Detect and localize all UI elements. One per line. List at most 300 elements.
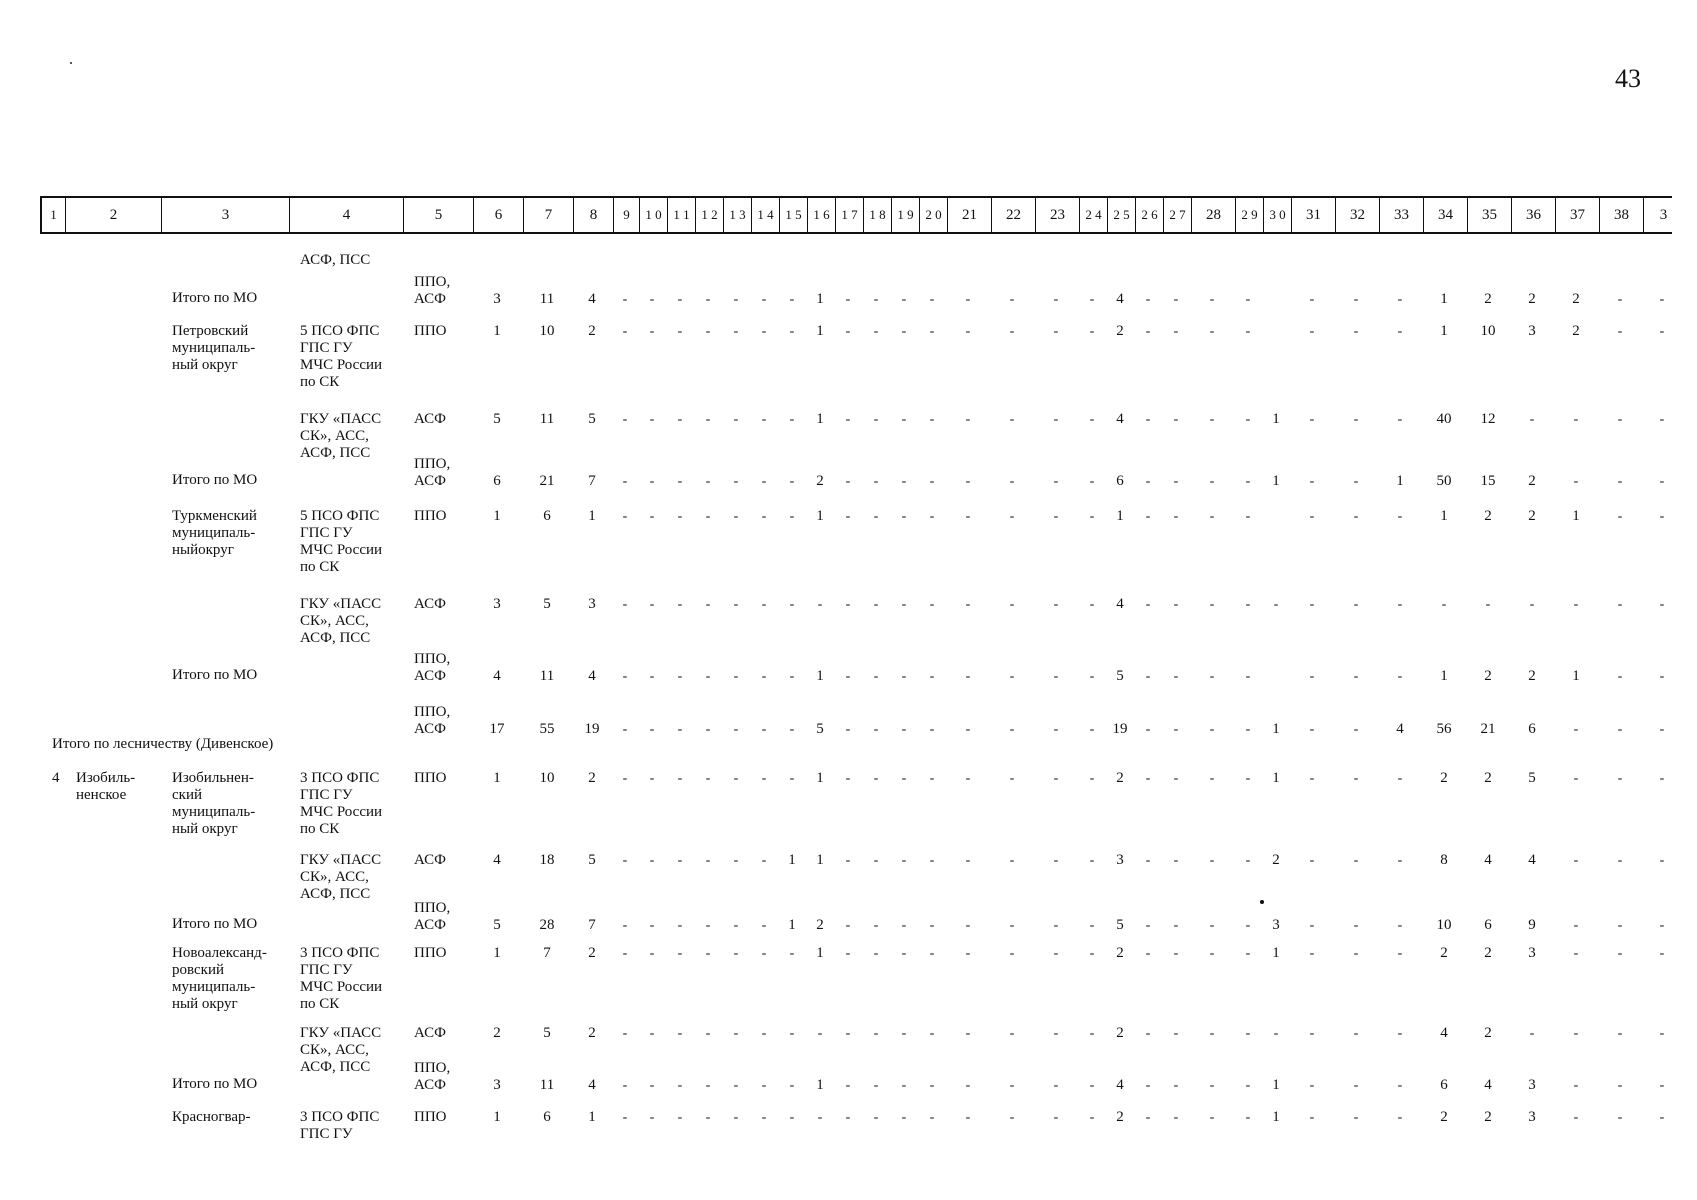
value-col-31: -: [1309, 722, 1315, 737]
value-col-29: -: [1245, 474, 1251, 489]
value-col-33: -: [1397, 853, 1403, 868]
value-col-35: 4: [1484, 1077, 1492, 1093]
value-col-27: -: [1173, 722, 1179, 737]
value-col-38: -: [1617, 771, 1623, 786]
value-col-19: -: [901, 771, 907, 786]
value-col-9: -: [622, 412, 628, 427]
value-col-33: -: [1397, 1078, 1403, 1093]
value-col-7: 21: [539, 473, 555, 489]
value-col-28: -: [1209, 918, 1215, 933]
value-col-20: -: [929, 722, 935, 737]
value-col-19: -: [901, 324, 907, 339]
value-col-26: -: [1145, 722, 1151, 737]
service-unit: 3 ПСО ФПС ГПС ГУ: [300, 1109, 380, 1142]
value-col-11: -: [677, 474, 683, 489]
value-col-21: -: [965, 1078, 971, 1093]
value-col-27: -: [1173, 946, 1179, 961]
value-col-28: -: [1209, 722, 1215, 737]
value-col-39: -: [1659, 292, 1665, 307]
value-col-35: 21: [1480, 721, 1496, 737]
value-col-34: 10: [1436, 917, 1452, 933]
value-col-30: 1: [1272, 411, 1280, 427]
value-col-19: -: [901, 722, 907, 737]
value-col-18: -: [873, 946, 879, 961]
value-col-30: -: [1273, 597, 1279, 612]
value-col-37: -: [1573, 597, 1579, 612]
value-col-35: 15: [1480, 473, 1496, 489]
value-col-8: 19: [584, 721, 600, 737]
value-col-21: -: [965, 1026, 971, 1041]
value-col-9: -: [622, 474, 628, 489]
value-col-25: 3: [1116, 852, 1124, 868]
scan-dot: [1260, 900, 1264, 904]
value-col-6: 1: [493, 945, 501, 961]
value-col-29: -: [1245, 292, 1251, 307]
value-col-21: -: [965, 918, 971, 933]
value-col-8: 2: [588, 770, 596, 786]
value-col-23: -: [1053, 1078, 1059, 1093]
value-col-25: 5: [1116, 917, 1124, 933]
value-col-37: 2: [1572, 291, 1580, 307]
value-col-21: -: [965, 597, 971, 612]
value-col-24: -: [1089, 853, 1095, 868]
value-col-38: -: [1617, 722, 1623, 737]
value-col-32: -: [1353, 1110, 1359, 1125]
value-col-15: -: [789, 324, 795, 339]
header-col-1: 1: [42, 198, 66, 232]
header-col-9: 9: [614, 198, 640, 232]
header-col-15: 1 5: [780, 198, 808, 232]
value-col-9: -: [622, 722, 628, 737]
value-col-28: -: [1209, 853, 1215, 868]
municipality-name: Итого по МО: [172, 667, 258, 683]
value-col-39: -: [1659, 771, 1665, 786]
value-col-36: 4: [1528, 852, 1536, 868]
value-col-10: -: [649, 669, 655, 684]
value-col-23: -: [1053, 918, 1059, 933]
header-col-32: 32: [1336, 198, 1380, 232]
value-col-20: -: [929, 412, 935, 427]
value-col-22: -: [1009, 669, 1015, 684]
value-col-22: -: [1009, 1110, 1015, 1125]
value-col-34: 4: [1440, 1025, 1448, 1041]
value-col-10: -: [649, 1078, 655, 1093]
value-col-31: -: [1309, 771, 1315, 786]
value-col-8: 7: [588, 473, 596, 489]
value-col-18: -: [873, 292, 879, 307]
value-col-22: -: [1009, 324, 1015, 339]
value-col-24: -: [1089, 412, 1095, 427]
value-col-34: 1: [1440, 291, 1448, 307]
value-col-18: -: [873, 918, 879, 933]
value-col-19: -: [901, 1026, 907, 1041]
value-col-8: 1: [588, 508, 596, 524]
value-col-25: 4: [1116, 1077, 1124, 1093]
header-col-4: 4: [290, 198, 404, 232]
value-col-20: -: [929, 1110, 935, 1125]
value-col-30: 1: [1272, 721, 1280, 737]
value-col-28: -: [1209, 1026, 1215, 1041]
value-col-38: -: [1617, 1026, 1623, 1041]
service-type: ППО, АСФ: [414, 456, 451, 489]
service-type: ППО, АСФ: [414, 704, 451, 737]
value-col-35: -: [1485, 597, 1491, 612]
value-col-13: -: [733, 474, 739, 489]
value-col-8: 7: [588, 917, 596, 933]
value-col-39: -: [1659, 509, 1665, 524]
service-type: ППО: [414, 1109, 447, 1125]
value-col-16: 1: [816, 770, 824, 786]
forestry-name: Изобиль- ненское: [76, 770, 136, 803]
header-col-13: 1 3: [724, 198, 752, 232]
value-col-12: -: [705, 292, 711, 307]
value-col-36: 3: [1528, 323, 1536, 339]
value-col-6: 3: [493, 596, 501, 612]
value-col-26: -: [1145, 509, 1151, 524]
value-col-15: 1: [788, 852, 796, 868]
value-col-31: -: [1309, 509, 1315, 524]
value-col-7: 11: [539, 291, 555, 307]
value-col-16: 2: [816, 917, 824, 933]
value-col-14: -: [761, 292, 767, 307]
value-col-29: -: [1245, 669, 1251, 684]
value-col-24: -: [1089, 474, 1095, 489]
value-col-17: -: [845, 946, 851, 961]
value-col-20: -: [929, 1026, 935, 1041]
value-col-32: -: [1353, 1026, 1359, 1041]
value-col-12: -: [705, 474, 711, 489]
value-col-22: -: [1009, 412, 1015, 427]
value-col-32: -: [1353, 771, 1359, 786]
value-col-22: -: [1009, 722, 1015, 737]
value-col-39: -: [1659, 853, 1665, 868]
value-col-36: 2: [1528, 508, 1536, 524]
value-col-34: 2: [1440, 770, 1448, 786]
value-col-32: -: [1353, 918, 1359, 933]
value-col-14: -: [761, 918, 767, 933]
value-col-19: -: [901, 1110, 907, 1125]
value-col-29: -: [1245, 918, 1251, 933]
value-col-30: -: [1273, 1026, 1279, 1041]
value-col-22: -: [1009, 509, 1015, 524]
value-col-32: -: [1353, 324, 1359, 339]
forestry-name: Итого по лесничеству (Дивенское): [52, 736, 274, 752]
value-col-25: 5: [1116, 668, 1124, 684]
value-col-38: -: [1617, 946, 1623, 961]
value-col-22: -: [1009, 853, 1015, 868]
value-col-21: -: [965, 771, 971, 786]
value-col-17: -: [845, 509, 851, 524]
value-col-25: 4: [1116, 411, 1124, 427]
value-col-28: -: [1209, 412, 1215, 427]
value-col-7: 6: [543, 508, 551, 524]
value-col-32: -: [1353, 853, 1359, 868]
value-col-14: -: [761, 1078, 767, 1093]
value-col-14: -: [761, 771, 767, 786]
value-col-20: -: [929, 509, 935, 524]
value-col-31: -: [1309, 324, 1315, 339]
value-col-25: 2: [1116, 1109, 1124, 1125]
value-col-11: -: [677, 853, 683, 868]
value-col-12: -: [705, 509, 711, 524]
value-col-20: -: [929, 292, 935, 307]
value-col-36: 9: [1528, 917, 1536, 933]
value-col-31: -: [1309, 918, 1315, 933]
header-col-31: 31: [1292, 198, 1336, 232]
value-col-37: -: [1573, 412, 1579, 427]
value-col-23: -: [1053, 1110, 1059, 1125]
value-col-12: -: [705, 1110, 711, 1125]
value-col-28: -: [1209, 474, 1215, 489]
value-col-38: -: [1617, 597, 1623, 612]
value-col-19: -: [901, 412, 907, 427]
value-col-14: -: [761, 509, 767, 524]
value-col-19: -: [901, 597, 907, 612]
value-col-37: -: [1573, 853, 1579, 868]
value-col-28: -: [1209, 324, 1215, 339]
value-col-15: -: [789, 597, 795, 612]
value-col-18: -: [873, 853, 879, 868]
header-col-37: 37: [1556, 198, 1600, 232]
value-col-32: -: [1353, 597, 1359, 612]
value-col-20: -: [929, 853, 935, 868]
value-col-20: -: [929, 669, 935, 684]
value-col-21: -: [965, 853, 971, 868]
value-col-25: 2: [1116, 770, 1124, 786]
value-col-34: 1: [1440, 323, 1448, 339]
value-col-34: 6: [1440, 1077, 1448, 1093]
value-col-13: -: [733, 292, 739, 307]
value-col-23: -: [1053, 1026, 1059, 1041]
value-col-9: -: [622, 1026, 628, 1041]
value-col-11: -: [677, 1026, 683, 1041]
value-col-29: -: [1245, 722, 1251, 737]
value-col-14: -: [761, 669, 767, 684]
header-col-25: 2 5: [1108, 198, 1136, 232]
value-col-8: 1: [588, 1109, 596, 1125]
value-col-26: -: [1145, 324, 1151, 339]
header-col-28: 28: [1192, 198, 1236, 232]
value-col-29: -: [1245, 946, 1251, 961]
value-col-21: -: [965, 412, 971, 427]
value-col-38: -: [1617, 474, 1623, 489]
value-col-36: -: [1529, 412, 1535, 427]
value-col-20: -: [929, 324, 935, 339]
value-col-27: -: [1173, 918, 1179, 933]
value-col-15: 1: [788, 917, 796, 933]
value-col-28: -: [1209, 1078, 1215, 1093]
value-col-26: -: [1145, 669, 1151, 684]
header-col-39: 3: [1644, 198, 1672, 232]
value-col-38: -: [1617, 853, 1623, 868]
value-col-21: -: [965, 509, 971, 524]
value-col-32: -: [1353, 1078, 1359, 1093]
value-col-36: 2: [1528, 473, 1536, 489]
value-col-10: -: [649, 918, 655, 933]
value-col-23: -: [1053, 946, 1059, 961]
value-col-9: -: [622, 918, 628, 933]
value-col-32: -: [1353, 474, 1359, 489]
value-col-22: -: [1009, 918, 1015, 933]
value-col-10: -: [649, 324, 655, 339]
value-col-14: -: [761, 474, 767, 489]
value-col-28: -: [1209, 669, 1215, 684]
value-col-35: 4: [1484, 852, 1492, 868]
value-col-29: -: [1245, 853, 1251, 868]
value-col-37: -: [1573, 1078, 1579, 1093]
value-col-12: -: [705, 324, 711, 339]
value-col-35: 2: [1484, 945, 1492, 961]
value-col-16: 1: [816, 291, 824, 307]
value-col-6: 17: [489, 721, 505, 737]
value-col-16: 1: [816, 945, 824, 961]
value-col-6: 1: [493, 508, 501, 524]
value-col-9: -: [622, 946, 628, 961]
value-col-12: -: [705, 597, 711, 612]
value-col-14: -: [761, 1110, 767, 1125]
value-col-25: 1: [1116, 508, 1124, 524]
value-col-39: -: [1659, 1026, 1665, 1041]
value-col-20: -: [929, 918, 935, 933]
value-col-28: -: [1209, 509, 1215, 524]
value-col-25: 2: [1116, 323, 1124, 339]
value-col-12: -: [705, 412, 711, 427]
value-col-19: -: [901, 669, 907, 684]
value-col-7: 11: [539, 1077, 555, 1093]
service-unit: ГКУ «ПАСС СК», АСС, АСФ, ПСС: [300, 1025, 382, 1075]
value-col-27: -: [1173, 771, 1179, 786]
value-col-8: 4: [588, 291, 596, 307]
value-col-10: -: [649, 853, 655, 868]
value-col-13: -: [733, 1026, 739, 1041]
value-col-22: -: [1009, 292, 1015, 307]
value-col-29: -: [1245, 509, 1251, 524]
value-col-33: -: [1397, 1026, 1403, 1041]
value-col-14: -: [761, 324, 767, 339]
value-col-24: -: [1089, 1026, 1095, 1041]
value-col-36: 3: [1528, 1109, 1536, 1125]
value-col-26: -: [1145, 292, 1151, 307]
value-col-35: 2: [1484, 291, 1492, 307]
value-col-20: -: [929, 597, 935, 612]
value-col-35: 2: [1484, 1109, 1492, 1125]
service-unit: 5 ПСО ФПС ГПС ГУ МЧС России по СК: [300, 508, 383, 575]
value-col-17: -: [845, 292, 851, 307]
value-col-9: -: [622, 1078, 628, 1093]
header-col-24: 2 4: [1080, 198, 1108, 232]
value-col-39: -: [1659, 597, 1665, 612]
value-col-10: -: [649, 722, 655, 737]
value-col-13: -: [733, 669, 739, 684]
value-col-13: -: [733, 946, 739, 961]
service-unit: ГКУ «ПАСС СК», АСС, АСФ, ПСС: [300, 852, 382, 902]
value-col-18: -: [873, 324, 879, 339]
header-col-22: 22: [992, 198, 1036, 232]
header-col-7: 7: [524, 198, 574, 232]
header-col-5: 5: [404, 198, 474, 232]
value-col-14: -: [761, 853, 767, 868]
value-col-16: 1: [816, 411, 824, 427]
value-col-35: 10: [1480, 323, 1496, 339]
value-col-34: -: [1441, 597, 1447, 612]
value-col-15: -: [789, 292, 795, 307]
value-col-15: -: [789, 412, 795, 427]
value-col-29: -: [1245, 1026, 1251, 1041]
value-col-25: 4: [1116, 291, 1124, 307]
value-col-26: -: [1145, 1026, 1151, 1041]
value-col-31: -: [1309, 946, 1315, 961]
value-col-15: -: [789, 509, 795, 524]
value-col-33: -: [1397, 412, 1403, 427]
service-type: ППО, АСФ: [414, 900, 451, 933]
value-col-32: -: [1353, 669, 1359, 684]
value-col-26: -: [1145, 853, 1151, 868]
header-col-8: 8: [574, 198, 614, 232]
value-col-22: -: [1009, 771, 1015, 786]
municipality-name: Новоалександ- ровский муниципаль- ный округ: [172, 945, 267, 1012]
value-col-17: -: [845, 722, 851, 737]
value-col-34: 1: [1440, 668, 1448, 684]
value-col-8: 2: [588, 945, 596, 961]
value-col-32: -: [1353, 412, 1359, 427]
value-col-21: -: [965, 722, 971, 737]
value-col-18: -: [873, 1078, 879, 1093]
value-col-16: -: [817, 1110, 823, 1125]
value-col-11: -: [677, 1078, 683, 1093]
value-col-9: -: [622, 1110, 628, 1125]
service-type: ППО: [414, 770, 447, 786]
value-col-33: -: [1397, 1110, 1403, 1125]
value-col-28: -: [1209, 597, 1215, 612]
header-col-6: 6: [474, 198, 524, 232]
value-col-15: -: [789, 1078, 795, 1093]
value-col-31: -: [1309, 474, 1315, 489]
value-col-11: -: [677, 918, 683, 933]
value-col-6: 2: [493, 1025, 501, 1041]
value-col-14: -: [761, 597, 767, 612]
value-col-26: -: [1145, 474, 1151, 489]
value-col-38: -: [1617, 1110, 1623, 1125]
value-col-23: -: [1053, 412, 1059, 427]
value-col-10: -: [649, 1110, 655, 1125]
value-col-27: -: [1173, 1110, 1179, 1125]
value-col-18: -: [873, 1110, 879, 1125]
value-col-13: -: [733, 853, 739, 868]
value-col-31: -: [1309, 1026, 1315, 1041]
value-col-18: -: [873, 771, 879, 786]
value-col-36: -: [1529, 1026, 1535, 1041]
value-col-39: -: [1659, 669, 1665, 684]
value-col-29: -: [1245, 412, 1251, 427]
value-col-25: 2: [1116, 945, 1124, 961]
value-col-6: 3: [493, 291, 501, 307]
value-col-31: -: [1309, 1110, 1315, 1125]
value-col-25: 4: [1116, 596, 1124, 612]
value-col-17: -: [845, 918, 851, 933]
value-col-7: 11: [539, 411, 555, 427]
value-col-31: -: [1309, 597, 1315, 612]
value-col-16: 1: [816, 1077, 824, 1093]
value-col-8: 4: [588, 1077, 596, 1093]
value-col-11: -: [677, 946, 683, 961]
value-col-21: -: [965, 324, 971, 339]
value-col-19: -: [901, 918, 907, 933]
value-col-30: 3: [1272, 917, 1280, 933]
value-col-34: 8: [1440, 852, 1448, 868]
value-col-12: -: [705, 722, 711, 737]
value-col-23: -: [1053, 324, 1059, 339]
value-col-32: -: [1353, 946, 1359, 961]
